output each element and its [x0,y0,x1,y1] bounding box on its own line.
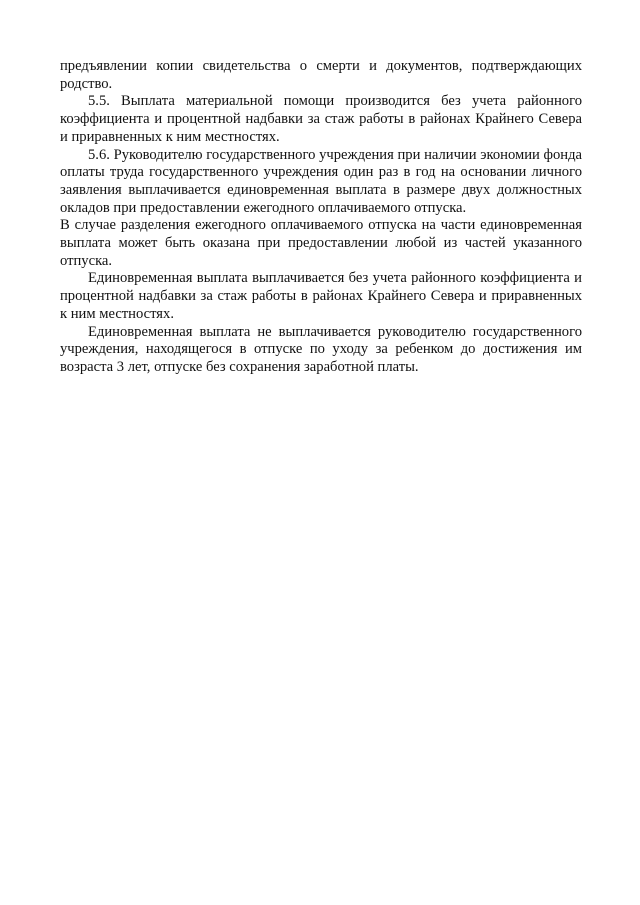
paragraph-not-paid: Единовременная выплата не выплачивается руководителю государственного учреждения, находящегося в отпуске по уходу за ребенком до достижения им возраста 3 лет, отпуске без сохранения заработной платы. [60,323,582,375]
paragraph-no-coefficient: Единовременная выплата выплачивается без учета районного коэффициента и процентной надбавки за стаж работы в районах Крайнего Севера и приравненных к ним местностях. [60,270,582,322]
paragraph-5-6: 5.6. Руководителю государственного учреждения при наличии экономии фонда оплаты труда государственного учреждения один раз в год на основании личного заявления выплачивается единовременная выплата в размере двух должностных окладов при предоставлении ежегодного оплачиваемого отпуска. [60,146,582,216]
document-body [60,58,582,377]
paragraph-continuation: предъявлении копии свидетельства о смерти и документов, подтверждающих родство. [60,58,582,92]
paragraph-5-5: 5.5. Выплата материальной помощи производится без учета районного коэффициента и процентной надбавки за стаж работы в районах Крайнего Севера и приравненных к ним местностях. [60,93,582,145]
paragraph-split-vacation: В случае разделения ежегодного оплачиваемого отпуска на части единовременная выплата может быть оказана при предоставлении любой из частей указанного отпуска. [60,217,582,269]
